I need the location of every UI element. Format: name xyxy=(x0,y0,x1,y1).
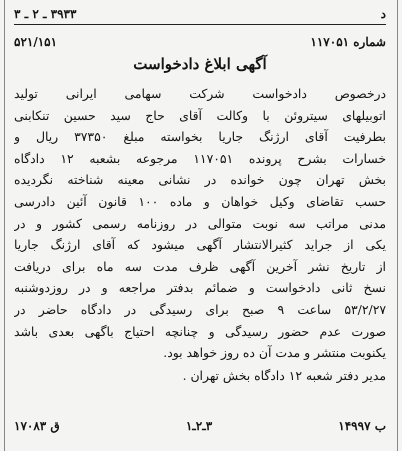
body-line: خسارات بشرح پرونده ۱۱۷۰۵۱ مرجوعه بشعبه ۱۲ دادگاه xyxy=(14,150,386,166)
footer-middle-code: ۳ـ۲ـ۱ xyxy=(185,419,213,433)
file-number: ۵۲۱/۱۵۱ xyxy=(14,35,58,49)
body-line: مدنی مراتب سه نوبت متوالی در روزنامه رسمی کشور و در xyxy=(14,215,386,231)
signature-line: مدیر دفتر شعبه ۱۲ دادگاه بخش تهران . xyxy=(182,367,386,383)
body-line: ۵۳/۲/۲۷ ساعت ۹ صبح برای رسیدگی در دادگاه حاضر در xyxy=(14,301,386,317)
body-line: بخش تهران چون خوانده در نشانی معینه شناخته نگردیده xyxy=(14,172,386,188)
notice-body xyxy=(14,83,386,364)
case-number: شماره ۱۱۷۰۵۱ xyxy=(310,35,386,49)
footer-right-code: ب ۱۴۹۹۷ xyxy=(338,419,386,433)
body-line: یکی از جراید کثیرالانتشار آگهی میشود که آقای ارژنگ جاریا xyxy=(14,237,386,253)
footer-left-code: ق ۱۷۰۸۳ xyxy=(14,419,60,433)
body-line: اتوبیلهای سیتروئن با وکالت آقای حاج سید حسین تنکابنی xyxy=(14,107,386,123)
body-line: بطرفیت آقای ارژنگ جاریا بخواسته مبلغ ۳۷۳۵۰ ریال و xyxy=(14,129,386,145)
header-rule xyxy=(14,24,386,25)
footer-line xyxy=(14,419,386,433)
header-code: ۳۹۳۳ ـ ۲ ـ ۳ xyxy=(14,7,77,21)
header-right-label: د xyxy=(380,7,386,21)
body-line: از تاریخ نشر آخرین آگهی ظرف مدت سه ماه برای دریافت xyxy=(14,258,386,274)
left-column-rule xyxy=(4,0,5,451)
right-column-rule xyxy=(397,0,398,451)
body-line: نسخ ثانی دادخواست و ضمائم بدفتر مراجعه و در روزدوشنبه xyxy=(14,280,386,296)
body-line: حسب تقاضای وکیل خواهان و ماده ۱۰۰ قانون آئین دادرسی xyxy=(14,193,386,209)
body-line: صورت عدم حضور رسیدگی و چنانچه احتیاج باگهی بعدی باشد xyxy=(14,323,386,339)
body-line-last: یکنوبت منتشر و مدت آن ده روز خواهد بود. xyxy=(163,345,386,361)
reference-numbers xyxy=(14,35,386,53)
notice-title: آگهی ابلاغ دادخواست xyxy=(133,55,267,73)
header-line xyxy=(14,6,386,22)
body-line: درخصوص دادخواست شرکت سهامی ایرانی تولید xyxy=(14,86,386,101)
